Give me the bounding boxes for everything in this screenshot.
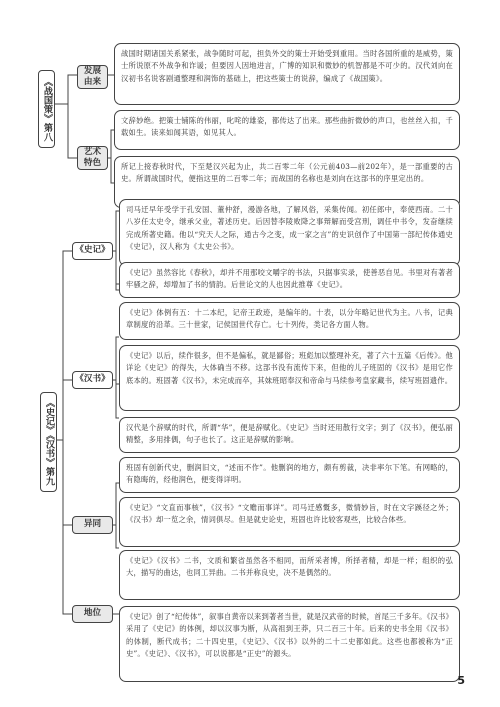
content-box-development-origin: [114, 43, 460, 105]
category-similarities-differences: [72, 516, 113, 534]
content-text: 《史记》以后，续作很多，但不是偏私，就是鄙俗；班彪加以整理补充，著了六十五篇《后传》。他详论《史记》的得失，大体确当不移。这部书没有流传下来，但他的儿子班固的《汉书》是用它作底本的。班固著《汉书》，未完成而卒，其妹班昭奉汉和帝命与马续参考皇家藏书，续写班固遗作。: [126, 351, 453, 385]
category-shiji: [72, 242, 113, 260]
content-box-shiji-author: [119, 199, 460, 266]
content-text: 《史记》“文直而事核”，《汉书》“文赡而事详”。司马迁感慨多，微情妙旨，时在文字蹊径之外；《汉书》却一览之余，情词俱尽。但是就史论史，班固也许比较客观些，比较合体些。: [126, 503, 453, 525]
content-box-shiji-structure: [119, 302, 460, 340]
content-box-artistic-style: [114, 110, 460, 150]
content-text: 所记上接春秋时代，下至楚汉兴起为止，共二百零二年（公元前403—前202年），是一部重要的古史。所谓战国时代，便指这里的二百零二年；而战国的名称也是刘向在这部书的序里定出的。: [121, 162, 453, 184]
chapter-9-title: 《史记》《汉书》第九: [40, 392, 57, 492]
content-box-similarities: [119, 550, 460, 600]
category-status: [72, 605, 113, 623]
category-label-line1: 艺术: [83, 146, 102, 157]
content-text: 文辞妙绝。把策士铺陈的伟丽，叱咤的雄姿，都传达了出来。那些曲折微妙的声口，也丝丝入扣，千载如生。读来如闻其语，如见其人。: [121, 116, 453, 138]
content-text: 《史记》体例有五：十二本纪，记帝王政迹，是编年的。十表，以分年略记世代为主。八书，记典章制度的沿革。三十世家，记侯国世代存亡。七十列传，类记各方面人物。: [126, 308, 453, 330]
content-box-differences: [119, 497, 460, 547]
page-number: 5: [457, 674, 465, 687]
content-box-shiji-style: [119, 262, 460, 298]
content-box-hanshu-style: [119, 417, 460, 453]
content-text: 班固有创新代史，删润旧文，“述而不作”。他删润的地方，颇有剪裁，决非率尔下笔。有网略的，有隐晦的，经他润色，便变得详明。: [126, 463, 453, 485]
category-artistic-features: [77, 146, 108, 170]
content-text: 司马迁早年受学于孔安国、董仲舒，漫游各地，了解风俗，采集传闻。初任郎中，奉使西南。二十八岁任太史令，继承父业，著述历史。后因替李陵败降之事辩解而受宫刑，调任中书令，发奋继续完成所著史籍。他以“究天人之际，通古今之变，成一家之言”的史识创作了中国第一部纪传体通史《史记》，汉人称为《太史公书》。: [126, 205, 453, 252]
category-label-line2: 由来: [83, 77, 102, 87]
content-text: 《史记》创了“纪传体”，叙事自黄帝以来到著者当世，就是汉武帝的时候，首尾三千多年。《汉书》采用了《史记》的体例，却以汉事为断，从高祖到王莽，只二百三十年。后来的史书全用《汉书》的体制，断代成书；二十四史里，《史记》、《汉书》以外的二十二史都如此。这些也都被称为“正史”。《史记》、《汉书》，可以说都是“正史”的源头。: [126, 612, 453, 659]
content-text: 《史记》《汉书》二书，文质和繁省虽然各不相同，而所采者博，所择者精，却是一样；组织的弘大，描写的曲达，也同工异曲。二书并称良史，决不是偶然的。: [126, 556, 453, 578]
content-box-hanshu-editing: [119, 457, 460, 493]
content-box-status: [119, 606, 460, 682]
category-label: 地位: [83, 608, 102, 619]
category-development-origin: [77, 65, 108, 89]
category-label-line2: 特色: [83, 158, 102, 168]
category-label: 《史记》: [75, 245, 110, 256]
category-label-line1: 发展: [83, 65, 102, 76]
content-box-hanshu-origin: [119, 345, 460, 411]
chapter-8-title: 《战国策》第八: [38, 70, 55, 148]
category-label: 《汉书》: [75, 374, 110, 385]
content-text: 战国时期诸国关系紧张，战争随时可起，担负外交的策士开始受到重用。当时各国所重的是威势，策士所说原不外战争和诈谖；但要因人因地进言，广博的知识和微妙的机智都是不可少的。汉代刘向在汉初书名说客剧通整理和润饰的基础上，把这些策士的说辞，编成了《战国策》。: [121, 49, 453, 83]
category-hanshu: [72, 371, 113, 389]
category-label: 异同: [83, 519, 102, 530]
content-text: 汉代是个辞赋的时代，所谓“华”，便是辞赋化。《史记》当时还用散行文字；到了《汉书》，便弘丽精整，多用排偶，句子也长了。这正是辞赋的影响。: [126, 423, 453, 445]
content-text: 《史记》虽然容比《春秋》，却并不用那咬文嚼字的书法，只据事实录，使善恶自见。书里对有著者牢骚之辞，却增加了书的情韵。后世论文的人也因此推尊《史记》。: [126, 268, 453, 290]
